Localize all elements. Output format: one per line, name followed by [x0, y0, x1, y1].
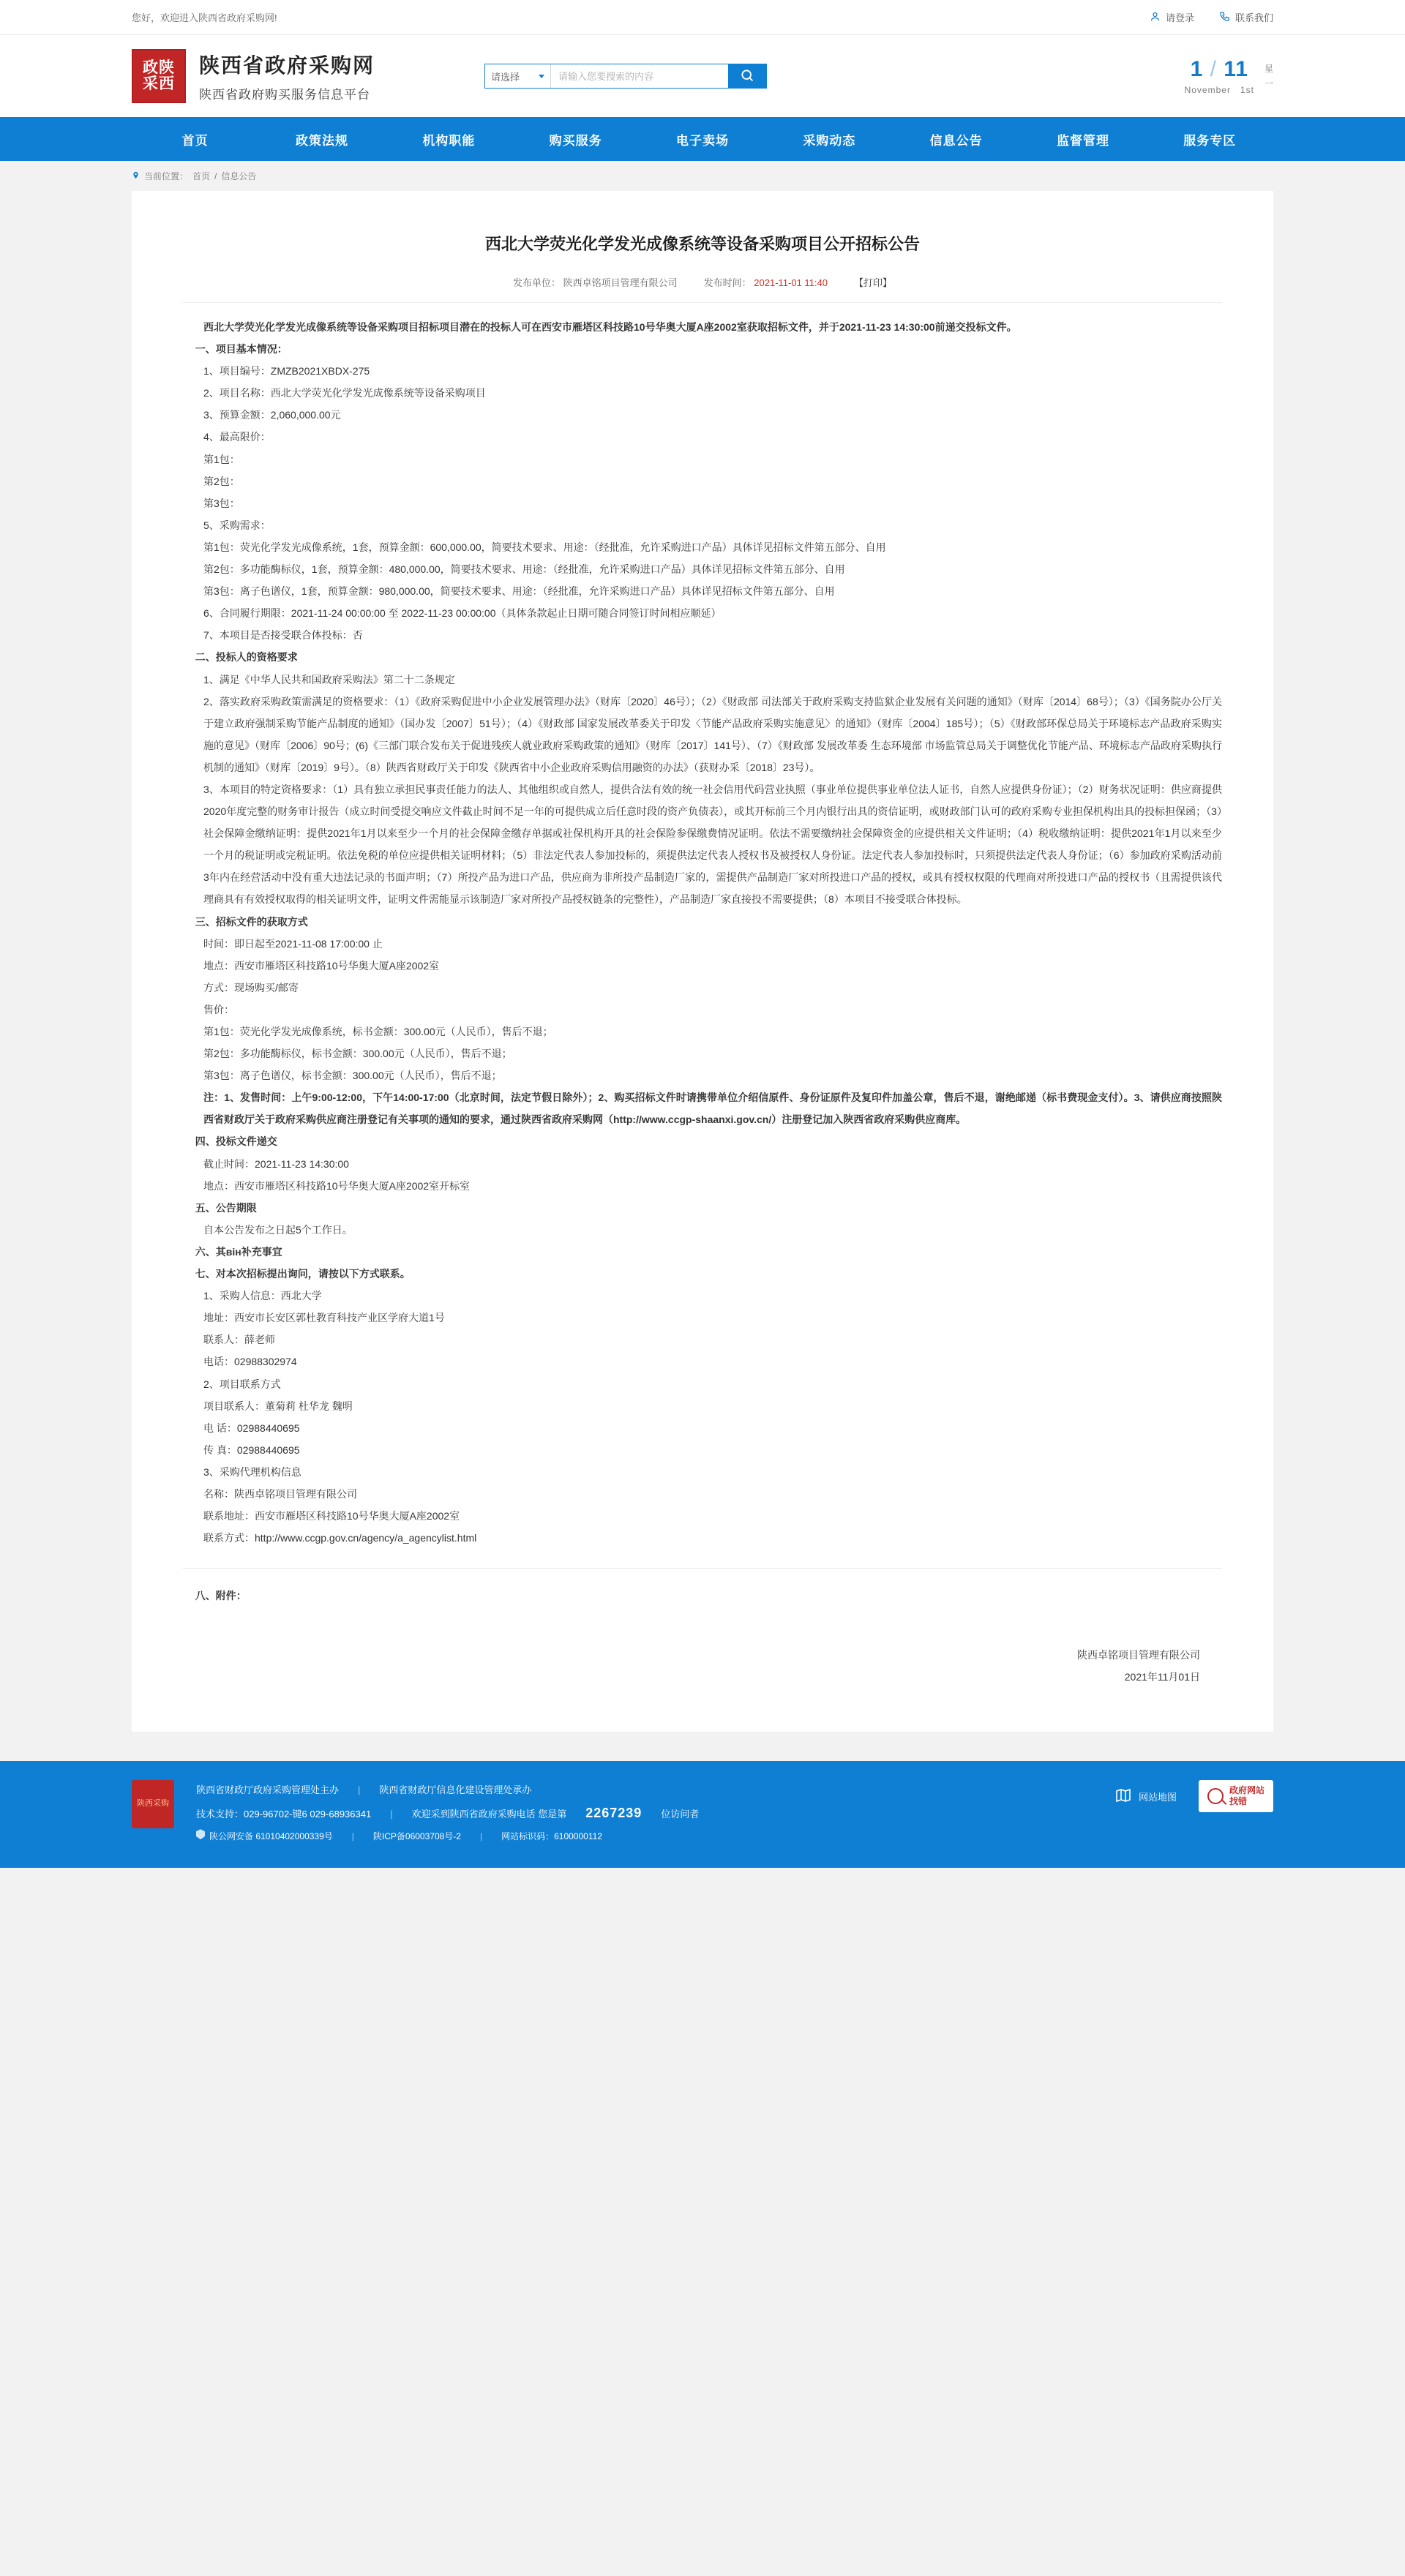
gov-site-report-badge[interactable]: [1199, 1780, 1273, 1812]
nav-item-news[interactable]: 采购动态: [803, 133, 856, 148]
section-8-heading: 八、附件：: [195, 1590, 247, 1602]
breadcrumb-prefix: 当前位置：: [144, 171, 189, 181]
site-name: 陕西省政府采购网: [199, 54, 375, 77]
login-link[interactable]: [1150, 10, 1194, 24]
signature-company: 陕西卓铭项目管理有限公司: [1077, 1649, 1200, 1661]
logo-emblem-line1: 政陕: [143, 59, 175, 76]
divider: [183, 1568, 1222, 1569]
nav-item-emarket[interactable]: 电子卖场: [675, 133, 729, 148]
s3-line-7: 第3包：离子色谱仪，标书金额：300.00元（人民币），售后不退；: [203, 1070, 502, 1082]
nav-item-purchase-service[interactable]: 购买服务: [549, 133, 602, 148]
nav-item-home[interactable]: 首页: [181, 133, 209, 148]
s3-line-5: 第1包：荧光化学发光成像系统，标书金额：300.00元（人民币），售后不退；: [203, 1026, 553, 1037]
signature-date: 2021年11月01日: [1124, 1670, 1200, 1683]
footer-beian[interactable]: 陕公网安备 61010402000339号: [209, 1831, 333, 1842]
search-category-select[interactable]: [485, 64, 551, 88]
s2-line-1: 1、满足《中华人民共和国政府采购法》第二十二条规定: [203, 673, 455, 686]
s1-package-3: 第3包：: [203, 497, 240, 509]
logo-emblem: [132, 49, 186, 103]
search-input[interactable]: [551, 64, 728, 88]
footer-site-id: 网站标识码：6100000112: [501, 1831, 602, 1842]
date-month-en: November: [1184, 85, 1231, 95]
search-icon: [740, 68, 754, 85]
weekday-label: 星: [1264, 63, 1273, 74]
utility-links: [1150, 10, 1273, 24]
section-6-heading: 六、其він补充事宜: [195, 1245, 282, 1258]
s1-line-4: 4、最高限价：: [203, 431, 271, 443]
site-logo[interactable]: [132, 49, 375, 103]
badge-line-2: 找错: [1229, 1796, 1247, 1807]
s2-line-3: 3、本项目的特定资格要求：（1）具有独立承担民事责任能力的法人、其他组织或自然人，提供合法有效的统一社会信用代码营业执照（事业单位提供事业单位法人证书，自然人应提供身份证）；（2）财务状况证明：供应商提供2020年度完整的财务审计报告（成立时间受提交响应文件截止时间不足一年的可提供成立后任意时段的资产负债表），或其开标前三个月内银行出具的资信证明，或财政部门认可的政府采购专业担保机构出具的投标担保函；（3）社会保障金缴纳证明：提供2021年1月以来至少一个月的社会保障金缴存单据或社保机构开具的社会保险参保缴费情况证明。依法不需要缴纳社会保障资金的应提供相关文件证明；（4）税收缴纳证明：提供2021年1月以来至少一个月的税证明或完税证明。依法免税的单位应提供相关证明材料；（5）非法定代表人参加投标的，须提供法定代表人授权书及被授权人身份证。法定代表人参加投标时，只须提供法定代表人身份证；（6）参加政府采购活动前3年内在经营活动中没有重大违法记录的书面声明；（7）所投产品为进口产品，供应商为非所投产品制造厂家的，需提供产品制造厂家对所投进口产品的授权，或具有授权权限的代理商对所投进口产品的授权书（且需提供该代理商具有有效授权取得的相关证明文件，证明文件需能显示该制造厂家对所投产品授权链条的完整性），产品制造厂家直接投不需要提供；（8）本项目不接受联合体投标。: [203, 783, 1222, 906]
s3-line-6: 第2包：多功能酶标仪，标书金额：300.00元（人民币），售后不退；: [203, 1048, 512, 1060]
footer-sep-2: |: [390, 1808, 393, 1820]
main-nav: [0, 117, 1405, 161]
badge-line-1: 政府网站: [1229, 1785, 1264, 1796]
s1-line-2: 2、项目名称：西北大学荧光化学发光成像系统等设备采购项目: [203, 387, 486, 399]
footer-org-1: 陕西省财政厅政府采购管理处主办: [196, 1784, 340, 1796]
greeting-text: 您好，欢迎进入陕西省政府采购网!: [132, 12, 277, 23]
article-lead: 西北大学荧光化学发光成像系统等设备采购项目招标项目潜在的投标人可在西安市雁塔区科技路10号华奥大厦A座2002室获取招标文件，并于2021-11-23 14:30:00前递交投标文件。: [203, 321, 1017, 333]
user-icon: [1150, 11, 1161, 24]
s4-line-1: 截止时间：2021-11-23 14:30:00: [203, 1157, 349, 1170]
phone-icon: [1219, 11, 1230, 24]
s4-line-2: 地点：西安市雁塔区科技路10号华奥大厦A座2002室开标室: [203, 1179, 471, 1192]
login-label: 请登录: [1165, 12, 1194, 23]
publisher-value: 陕西卓铭项目管理有限公司: [563, 277, 678, 288]
s3-line-4: 售价：: [203, 1003, 234, 1015]
s7-line-2: 地址：西安市长安区郭杜教育科技产业区学府大道1号: [203, 1312, 445, 1324]
date-widget: [1185, 57, 1273, 95]
site-subtitle: 陕西省政府购买服务信息平台: [199, 88, 370, 102]
s7-line-8: 传 真：02988440695: [203, 1443, 300, 1456]
article-card: [132, 191, 1273, 1732]
search-bar: [484, 64, 767, 89]
site-header: [0, 35, 1405, 117]
site-footer: 陕西采购 陕西省财政厅政府采购管理处主办 | 陕西省财政厅信息化建设管理处承办 技术支持：029-96702-键6 029-68936341 | 欢迎采到陕西省政府采购电话 您是第 2267239 位访问者 陕公网安备 61010402000339号 | 陕ICP备06003708号-2 | 网站标识码：6100000112 网站地图 政府网站 找错: [0, 1761, 1405, 1868]
contact-link[interactable]: [1219, 10, 1273, 24]
s1-demand-2: 第2包：多功能酶标仪，1套，预算金额：480,000.00，简要技术要求、用途：（经批准，允许采购进口产品）具体详见招标文件第五部分、自用: [203, 563, 845, 576]
s1-line-3: 3、预算金额：2,060,000.00元: [203, 409, 341, 421]
s7-line-9: 3、采购代理机构信息: [203, 1465, 301, 1478]
footer-visitor-label: 欢迎采到陕西省政府采购电话 您是第: [411, 1808, 567, 1820]
s1-tail-2: 7、本项目是否接受联合体投标：否: [203, 629, 363, 642]
s7-line-7: 电 话：02988440695: [203, 1422, 300, 1434]
footer-visitor-tail: 位访问者: [661, 1808, 700, 1820]
s7-line-12: 联系方式：http://www.ccgp.gov.cn/agency/a_agencylist.html: [203, 1532, 477, 1544]
breadcrumb-item-current[interactable]: 信息公告: [221, 171, 257, 181]
footer-org-2: 陕西省财政厅信息化建设管理处承办: [379, 1784, 532, 1796]
s1-demand-label: 5、采购需求：: [203, 519, 271, 531]
section-5-heading: 五、公告期限: [195, 1201, 257, 1214]
s7-line-11: 联系地址：西安市雁塔区科技路10号华奥大厦A座2002室: [203, 1510, 460, 1522]
s3-line-3: 方式：现场购买/邮寄: [203, 981, 299, 994]
footer-icp[interactable]: 陕ICP备06003708号-2: [372, 1831, 461, 1842]
nav-item-announcements[interactable]: 信息公告: [929, 133, 983, 148]
section-3-heading: 三、招标文件的获取方式: [195, 915, 308, 928]
s3-line-1: 时间：即日起至2021-11-08 17:00:00 止: [203, 937, 383, 950]
nav-item-service-zone[interactable]: 服务专区: [1183, 133, 1237, 148]
date-ordinal: 1st: [1240, 85, 1254, 95]
footer-tech-support: 技术支持：029-96702-键6 029-68936341: [196, 1808, 372, 1820]
s3-note: 注：1、发售时间：上午9:00-12:00，下午14:00-17:00（北京时间，法定节假日除外）；2、购买招标文件时请携带单位介绍信原件、身份证原件及复印件加盖公章，售后不退，谢绝邮递（标书费现金支付）。3、请供应商按照陕西省财政厅关于政府采购供应商注册登记有关事项的通知的要求，通过陕西省政府采购网（http://www.ccgp-shaanxi.gov.cn/）注册登记加入陕西省政府采购供应商库。: [203, 1092, 1222, 1126]
publish-date-label: 发布时间：: [703, 277, 752, 288]
s7-line-5: 2、项目联系方式: [203, 1378, 281, 1390]
s7-line-1: 1、采购人信息：西北大学: [203, 1290, 322, 1302]
s1-demand-3: 第3包：离子色谱仪，1套，预算金额：980,000.00，简要技术要求、用途：（经批准，允许采购进口产品）具体详见招标文件第五部分、自用: [203, 585, 835, 598]
publish-date-value: 2021-11-01 11:40: [754, 277, 828, 288]
s1-line-1: 1、项目编号：ZMZB2021XBDX-275: [203, 365, 370, 378]
utility-bar: [0, 0, 1405, 35]
breadcrumb: [0, 161, 1405, 191]
footer-sep-1: |: [358, 1784, 361, 1796]
article-body: [183, 303, 1222, 1688]
article-meta: [183, 275, 1222, 303]
breadcrumb-item-home[interactable]: 首页: [192, 171, 211, 181]
date-slash: /: [1210, 57, 1217, 81]
chevron-down-icon: [539, 75, 544, 78]
map-icon: [1114, 1787, 1132, 1806]
contact-label: 联系我们: [1234, 12, 1273, 23]
sitemap-link[interactable]: [1114, 1787, 1177, 1806]
publisher-label: 发布单位：: [512, 277, 561, 288]
location-pin-icon: [132, 171, 140, 181]
signature-block: [183, 1645, 1222, 1688]
search-category-value: 请选择: [491, 71, 520, 83]
date-day: 1: [1190, 57, 1204, 81]
footer-visitor-count: 2267239: [585, 1806, 642, 1821]
section-1-heading: 一、项目基本情况：: [195, 343, 288, 356]
s5-line-1: 自本公告发布之日起5个工作日。: [203, 1223, 353, 1236]
shield-icon: [196, 1829, 205, 1839]
section-4-heading: 四、投标文件递交: [195, 1135, 277, 1148]
nav-item-functions[interactable]: 机构职能: [422, 133, 476, 148]
nav-item-policy[interactable]: 政策法规: [295, 133, 348, 148]
s1-package-2: 第2包：: [203, 475, 240, 487]
section-7-heading: 七、对本次招标提出询问，请按以下方式联系。: [195, 1268, 411, 1280]
s3-line-2: 地点：西安市雁塔区科技路10号华奥大厦A座2002室: [203, 959, 440, 972]
magnifier-icon: [1207, 1788, 1224, 1804]
breadcrumb-separator: /: [214, 170, 217, 181]
weekday-value: 一: [1264, 78, 1273, 89]
s7-line-3: 联系人：薛老师: [203, 1334, 275, 1346]
s7-line-10: 名称：陕西卓铭项目管理有限公司: [203, 1487, 357, 1500]
s1-package-1: 第1包：: [203, 453, 240, 465]
s2-line-2: 2、落实政府采购政策需满足的资格要求：（1）《政府采购促进中小企业发展管理办法》（财库〔2020〕46号）；（2）《财政部 司法部关于政府采购支持监狱企业发展有关问题的通知》（财库〔2014〕68号）；（3）《国务院办公厅关于建立政府强制采购节能产品制度的通知》（国办发〔2007〕51号）；（4）《财政部 国家发展改革委关于印发〈节能产品政府采购实施意见〉的通知》（财库〔2004〕185号）；（5）《财政部环保总局关于环境标志产品政府采购实施的意见》（财库〔2006〕90号；(6)《三部门联合发布关于促进残疾人就业政府采购政策的通知》（财库〔2017〕141号）、（7）《财政部 发展改革委 生态环境部 市场监管总局关于调整优化节能产品、环境标志产品政府采购执行机制的通知》（财库〔2019〕9号）。（8）陕西省财政厅关于印发《陕西省中小企业政府采购信用融资的办法》（获财办采〔2018〕23号）。: [203, 695, 1222, 773]
s1-demand-1: 第1包：荧光化学发光成像系统，1套，预算金额：600,000.00，简要技术要求、用途：（经批准，允许采购进口产品）具体详见招标文件第五部分、自用: [203, 541, 886, 553]
search-button[interactable]: [728, 64, 766, 88]
sitemap-label: 网站地图: [1138, 1791, 1177, 1803]
footer-emblem: 陕西采购: [132, 1780, 174, 1828]
print-button[interactable]: 【打印】: [854, 277, 893, 288]
page-title: 西北大学荧光化学发光成像系统等设备采购项目公开招标公告: [484, 235, 920, 253]
s1-tail-1: 6、合同履行期限：2021-11-24 00:00:00 至 2022-11-23 00:00:00（具体条款起止日期可随合同签订时间相应顺延）: [203, 607, 722, 620]
s7-line-4: 电话：02988302974: [203, 1356, 297, 1368]
nav-item-supervision[interactable]: 监督管理: [1056, 133, 1109, 148]
s7-line-6: 项目联系人：董菊莉 杜华龙 魏明: [203, 1400, 353, 1412]
logo-emblem-line2: 采西: [143, 75, 175, 92]
date-month-num: 11: [1224, 57, 1248, 81]
section-2-heading: 二、投标人的资格要求: [195, 651, 298, 664]
